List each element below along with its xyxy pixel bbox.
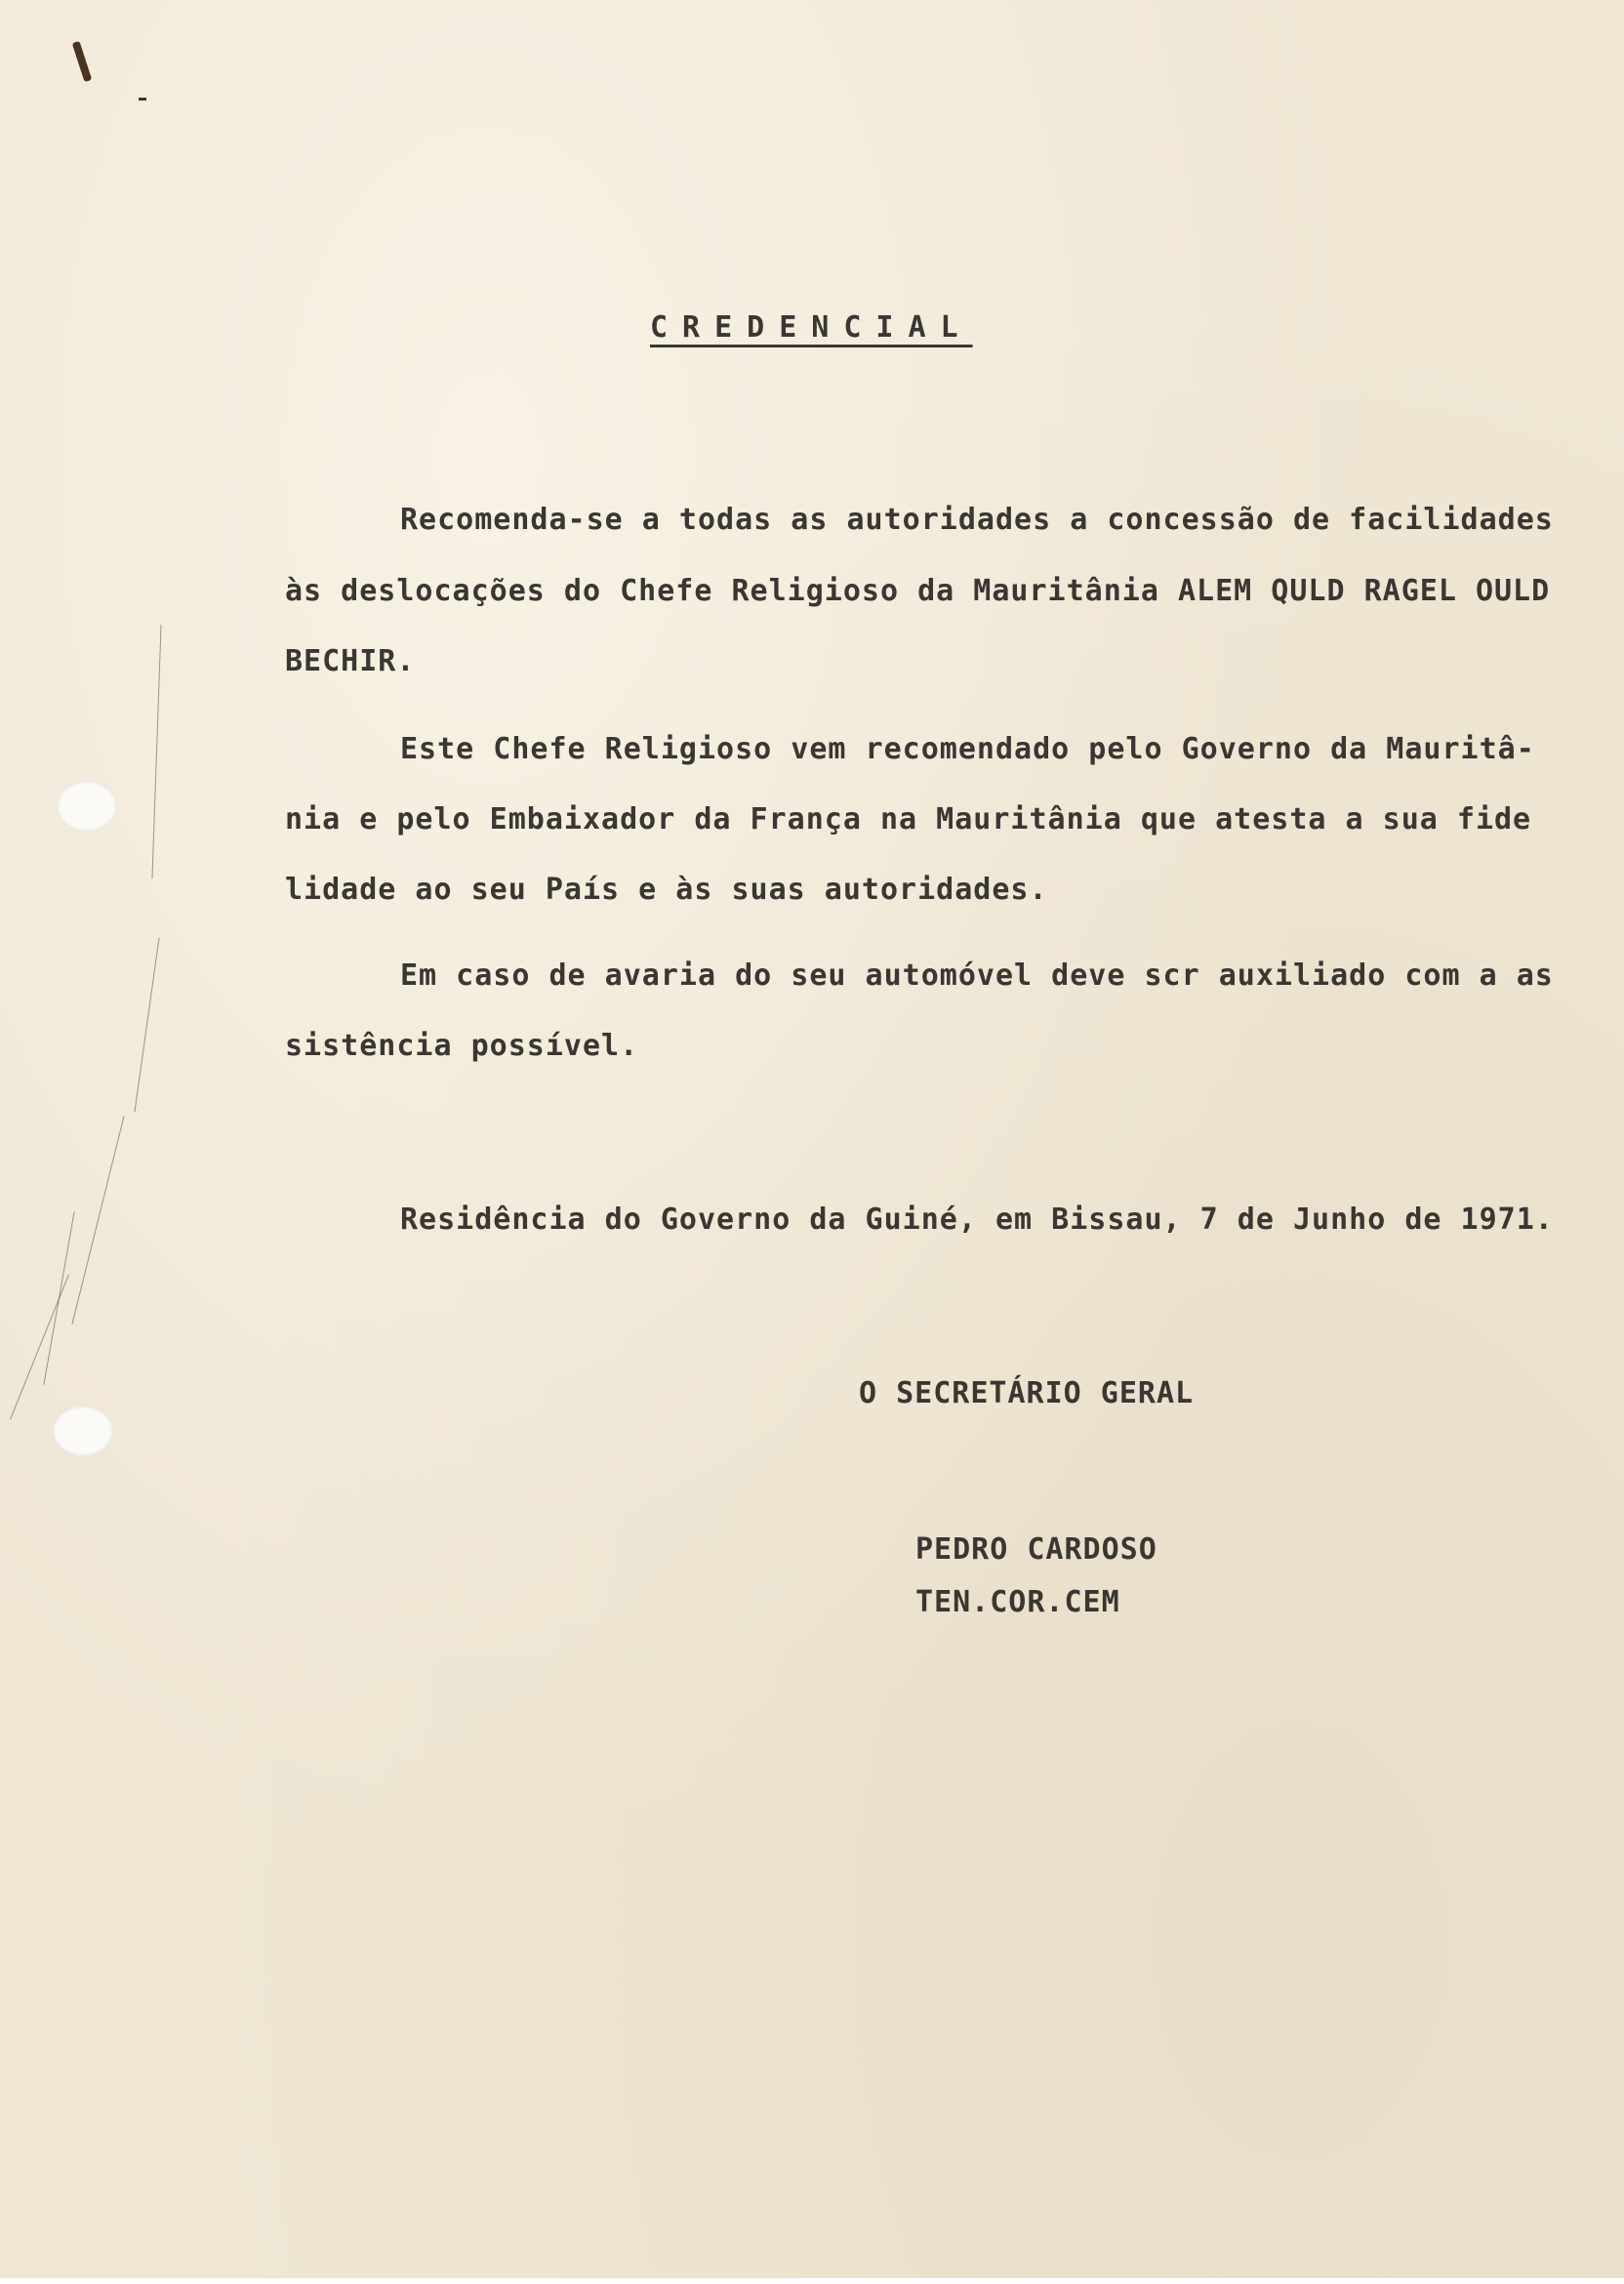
page-bottom-edge [0,2278,1624,2284]
paragraph-3-line-1: Em caso de avaria do seu automóvel deve scr auxiliado com a as [400,958,1554,993]
pencil-line [134,938,159,1112]
paragraph-1-line-3: BECHIR. [285,644,416,678]
paragraph-2-line-2: nia e pelo Embaixador da França na Mauritânia que atesta a sua fide [285,802,1532,836]
paragraph-3-line-2: sistência possível. [285,1029,639,1063]
signatory-rank: TEN.COR.CEM [915,1585,1120,1619]
pencil-line [10,1275,69,1420]
punch-hole-top [57,781,117,832]
paragraph-2-line-1: Este Chefe Religioso vem recomendado pelo Governo da Mauritâ- [400,732,1535,766]
paragraph-1-line-1: Recomenda-se a todas as autoridades a concessão de facilidades [400,503,1554,537]
paragraph-2-line-3: lidade ao seu País e às suas autoridades. [285,873,1048,907]
place-and-date: Residência do Governo da Guiné, em Bissau, 7 de Junho de 1971. [400,1203,1554,1237]
signatory-title: O SECRETÁRIO GERAL [859,1376,1195,1410]
pencil-line [71,1116,124,1325]
ink-mark [72,41,93,82]
paragraph-1-line-2: às deslocações do Chefe Religioso da Mauritânia ALEM QULD RAGEL OULD [285,574,1551,608]
signatory-name: PEDRO CARDOSO [915,1532,1157,1567]
ink-speck [139,98,146,101]
pencil-line [151,625,161,878]
document-title: CREDENCIAL [650,310,973,345]
punch-hole-bottom [53,1406,113,1456]
